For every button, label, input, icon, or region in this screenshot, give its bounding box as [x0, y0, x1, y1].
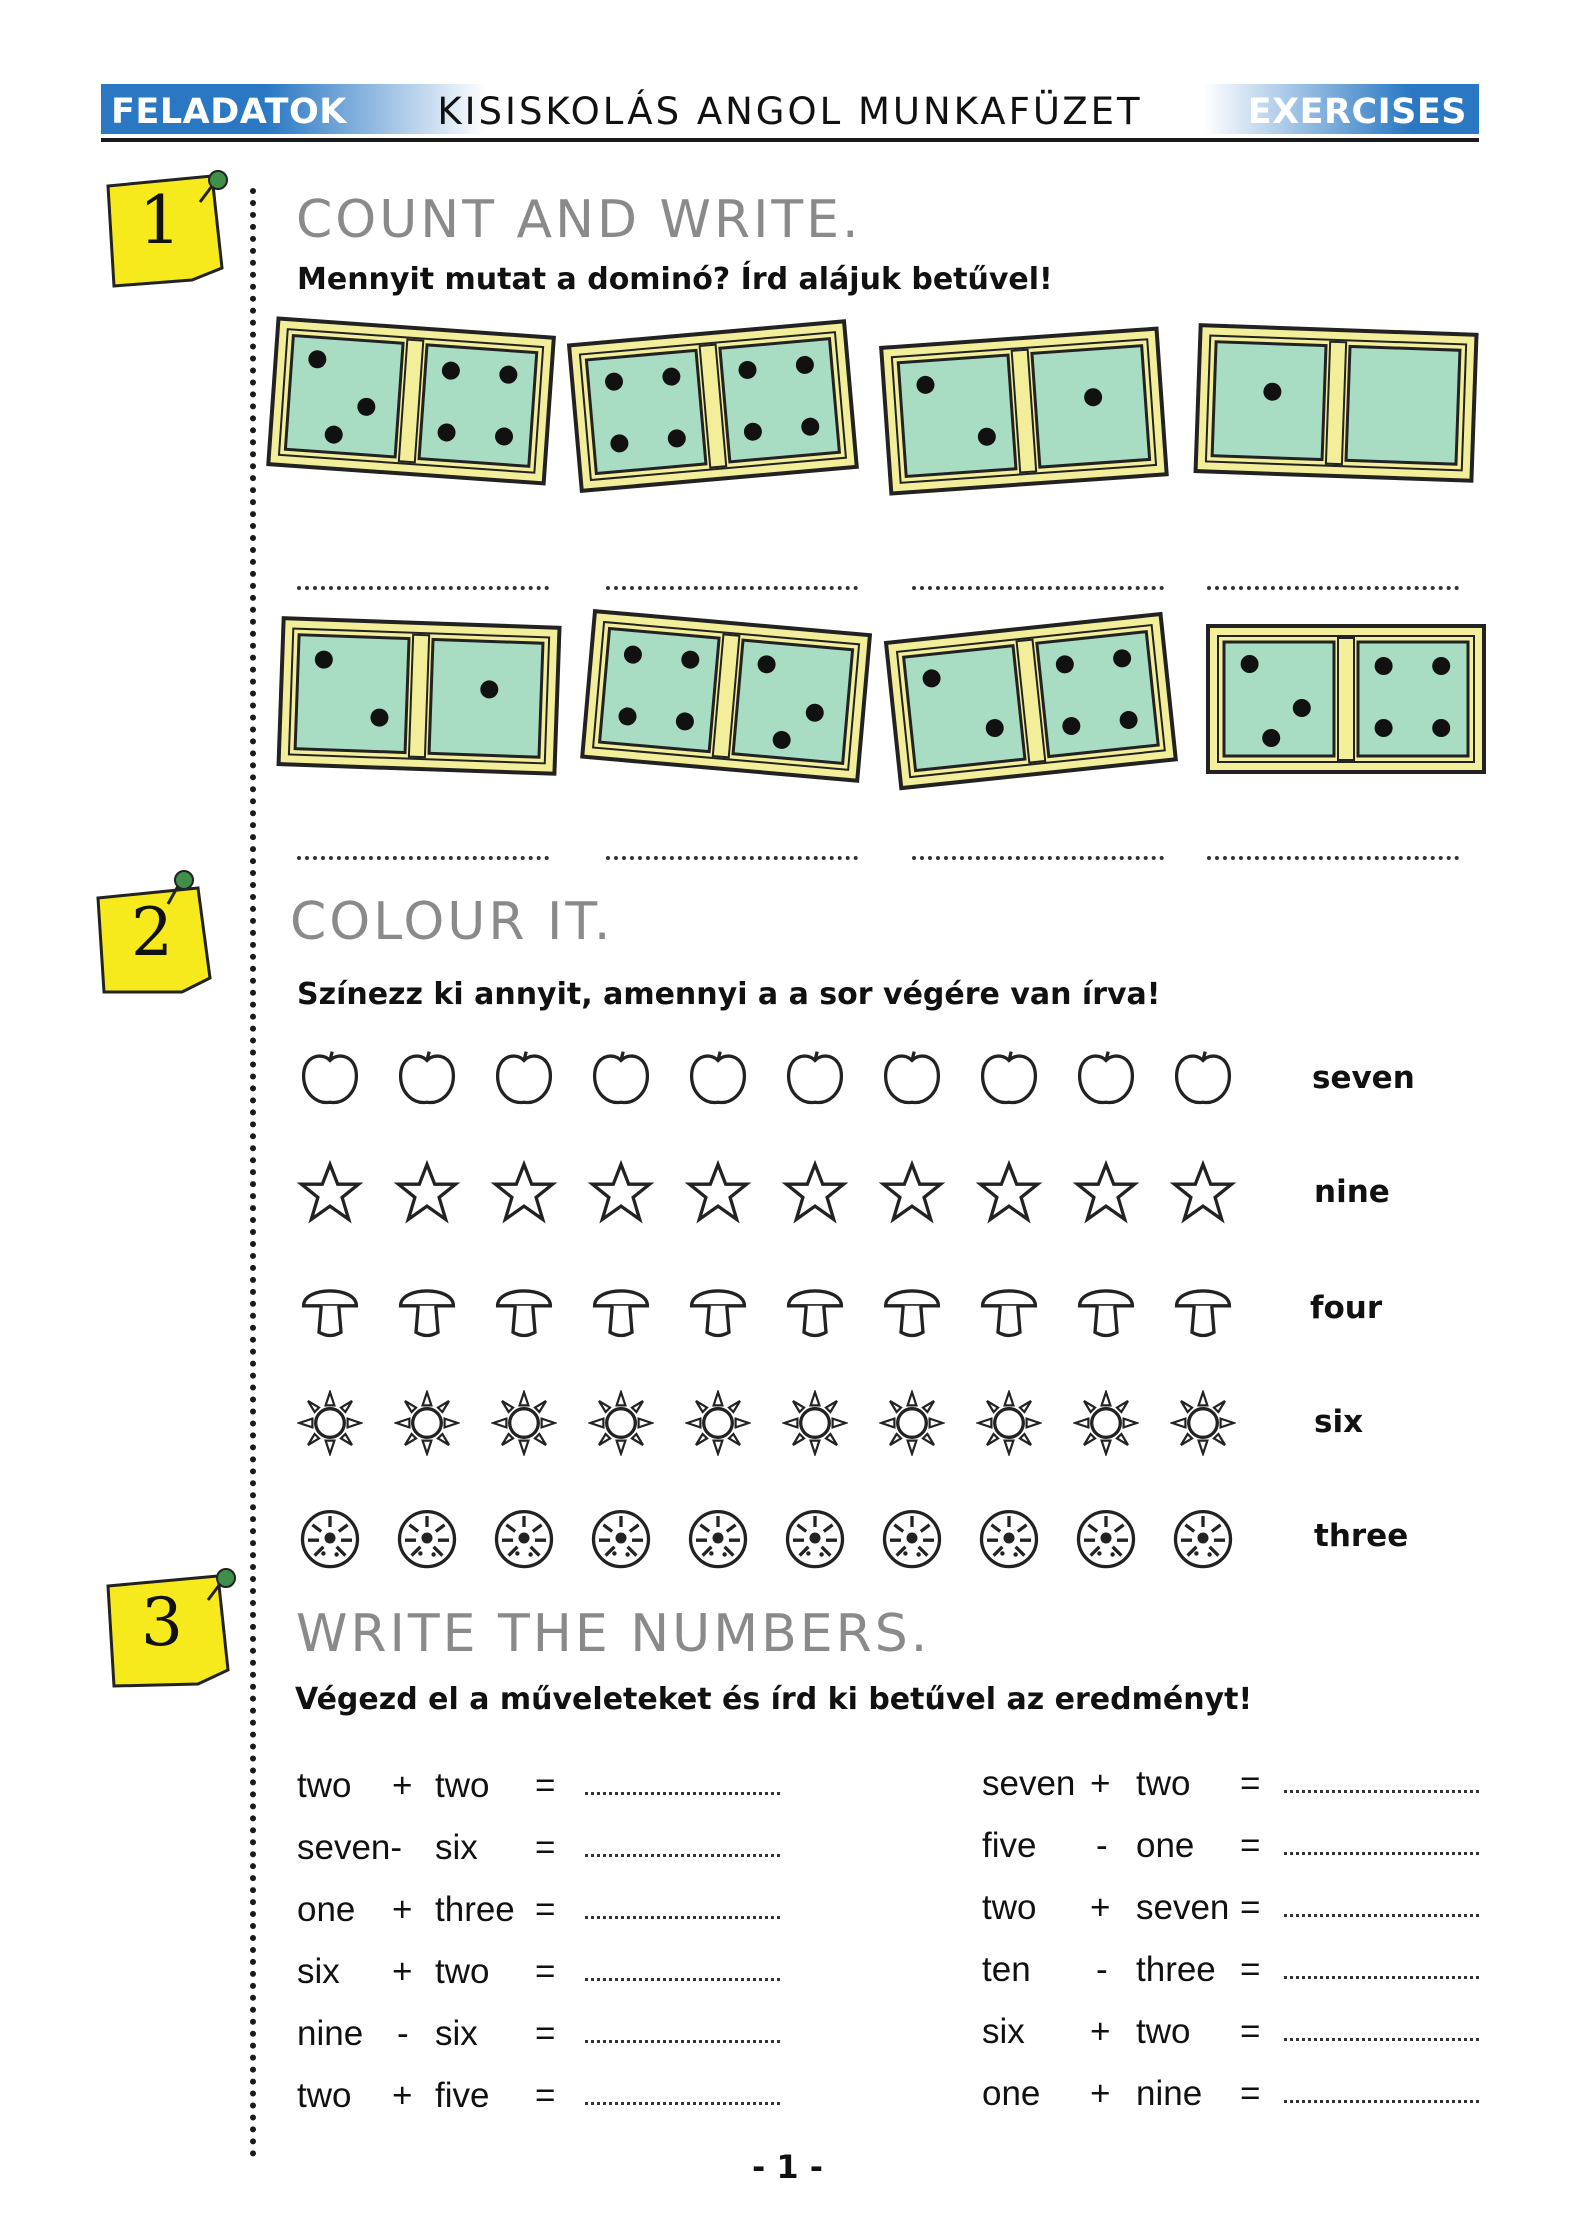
star-icon[interactable] [588, 1160, 654, 1226]
answer-blank[interactable] [1284, 1976, 1479, 1979]
mushroom-icon[interactable] [491, 1275, 557, 1341]
operand-b: two [1136, 2012, 1191, 2051]
domino-1 [262, 312, 562, 492]
domino-dot [1241, 655, 1259, 673]
sun-icon[interactable] [1073, 1390, 1139, 1456]
star-icon[interactable] [1073, 1160, 1139, 1226]
section-number: 2 [131, 894, 173, 971]
domino-dot [1432, 657, 1450, 675]
answer-blank[interactable] [1284, 1790, 1479, 1793]
apple-icon[interactable] [685, 1045, 751, 1111]
star-icon[interactable] [394, 1160, 460, 1226]
operand-a: ten [982, 1950, 1031, 1989]
ladybug-icon[interactable] [685, 1505, 751, 1571]
operand-b: two [435, 1952, 490, 1991]
operator: - [1096, 1950, 1108, 1989]
operator: + [1090, 2074, 1111, 2113]
answer-line[interactable] [606, 856, 858, 860]
operator: + [392, 2076, 413, 2115]
sticky-note-2 [92, 868, 212, 983]
operand-b: two [1136, 1764, 1191, 1803]
operand-a: seven- [297, 1828, 403, 1867]
mushroom-icon[interactable] [297, 1275, 363, 1341]
sun-icon[interactable] [394, 1390, 460, 1456]
domino-4 [1189, 319, 1484, 489]
domino-dot [1375, 719, 1393, 737]
domino-dot [1375, 657, 1393, 675]
sun-icon[interactable] [297, 1390, 363, 1456]
row-word-six: six [1314, 1404, 1364, 1440]
row-word-four: four [1310, 1290, 1383, 1326]
operator: + [392, 1890, 413, 1929]
header-right-label: EXERCISES [1247, 92, 1467, 132]
ladybug-icon[interactable] [879, 1505, 945, 1571]
operand-a: one [297, 1890, 356, 1929]
answer-blank[interactable] [1284, 2038, 1479, 2041]
domino-2 [563, 315, 866, 500]
section-number: 1 [139, 182, 181, 259]
answer-line[interactable] [297, 586, 549, 590]
section-1-subtitle: Mennyit mutat a dominó? Írd alájuk betűvel! [297, 262, 1053, 297]
equals-sign: = [535, 2076, 556, 2115]
row-word-seven: seven [1312, 1060, 1415, 1096]
operand-a: two [982, 1888, 1037, 1927]
answer-line[interactable] [297, 856, 549, 860]
answer-blank[interactable] [585, 1978, 780, 1981]
operand-b: three [435, 1890, 515, 1929]
star-icon[interactable] [976, 1160, 1042, 1226]
ladybug-icon[interactable] [1170, 1505, 1236, 1571]
domino-dot [1262, 729, 1280, 747]
operand-a: two [297, 2076, 352, 2115]
mushroom-icon[interactable] [1170, 1275, 1236, 1341]
answer-blank[interactable] [1284, 2100, 1479, 2103]
domino-dot [1432, 719, 1450, 737]
equals-sign: = [1240, 1826, 1261, 1865]
page-header [101, 84, 1479, 134]
operator: - [397, 2014, 409, 2053]
operand-b: six [435, 2014, 478, 2053]
equals-sign: = [535, 1828, 556, 1867]
operand-b: six [435, 1828, 478, 1867]
apple-icon[interactable] [588, 1045, 654, 1111]
operator: + [1090, 2012, 1111, 2051]
section-2-title: COLOUR IT. [290, 892, 614, 952]
answer-blank[interactable] [585, 2102, 780, 2105]
ladybug-icon[interactable] [782, 1505, 848, 1571]
operand-b: three [1136, 1950, 1216, 1989]
mushroom-icon[interactable] [1073, 1275, 1139, 1341]
mushroom-icon[interactable] [782, 1275, 848, 1341]
mushroom-icon[interactable] [588, 1275, 654, 1341]
domino-3 [875, 322, 1175, 502]
apple-icon[interactable] [976, 1045, 1042, 1111]
mushroom-icon[interactable] [394, 1275, 460, 1341]
section-2-subtitle: Színezz ki annyit, amennyi a a sor végére van írva! [297, 977, 1161, 1012]
star-icon[interactable] [491, 1160, 557, 1226]
operand-a: six [982, 2012, 1025, 2051]
answer-blank[interactable] [585, 1854, 780, 1857]
apple-icon[interactable] [1073, 1045, 1139, 1111]
operator: + [392, 1766, 413, 1805]
star-icon[interactable] [1170, 1160, 1236, 1226]
equals-sign: = [1240, 1764, 1261, 1803]
answer-blank[interactable] [585, 1916, 780, 1919]
apple-icon[interactable] [394, 1045, 460, 1111]
equals-sign: = [1240, 2074, 1261, 2113]
operator: + [392, 1952, 413, 1991]
row-word-three: three [1314, 1518, 1409, 1554]
operand-a: two [297, 1766, 352, 1805]
domino-6 [576, 605, 879, 790]
sticky-note-3 [102, 1564, 222, 1679]
equals-sign: = [535, 1890, 556, 1929]
operand-a: one [982, 2074, 1041, 2113]
page-number: - 1 - [751, 2148, 824, 2186]
ladybug-icon[interactable] [297, 1505, 363, 1571]
section-3-title: WRITE THE NUMBERS. [296, 1604, 931, 1664]
star-icon[interactable] [685, 1160, 751, 1226]
ladybug-icon[interactable] [1073, 1505, 1139, 1571]
header-rule [101, 138, 1479, 142]
answer-line[interactable] [606, 586, 858, 590]
operand-a: seven [982, 1764, 1076, 1803]
sun-icon[interactable] [782, 1390, 848, 1456]
apple-icon[interactable] [879, 1045, 945, 1111]
answer-blank[interactable] [1284, 1914, 1479, 1917]
equals-sign: = [1240, 1888, 1261, 1927]
sun-icon[interactable] [685, 1390, 751, 1456]
operator: - [1096, 1826, 1108, 1865]
sticky-note-1 [100, 168, 220, 283]
sun-icon[interactable] [976, 1390, 1042, 1456]
operand-b: nine [1136, 2074, 1203, 2113]
domino-5 [272, 612, 567, 782]
answer-blank[interactable] [585, 1792, 780, 1795]
dotted-margin-line [250, 188, 256, 2158]
mushroom-icon[interactable] [879, 1275, 945, 1341]
header-title: KISISKOLÁS ANGOL MUNKAFÜZET [437, 90, 1143, 133]
ladybug-icon[interactable] [491, 1505, 557, 1571]
answer-line[interactable] [1207, 586, 1459, 590]
ladybug-icon[interactable] [394, 1505, 460, 1571]
row-word-nine: nine [1314, 1174, 1390, 1210]
apple-icon[interactable] [1170, 1045, 1236, 1111]
answer-line[interactable] [912, 856, 1164, 860]
operand-a: nine [297, 2014, 364, 2053]
operand-b: five [435, 2076, 490, 2115]
equals-sign: = [535, 2014, 556, 2053]
operand-a: five [982, 1826, 1037, 1865]
ladybug-icon[interactable] [976, 1505, 1042, 1571]
sun-icon[interactable] [588, 1390, 654, 1456]
star-icon[interactable] [879, 1160, 945, 1226]
equals-sign: = [535, 1766, 556, 1805]
apple-icon[interactable] [782, 1045, 848, 1111]
section-3-subtitle: Végezd el a műveleteket és írd ki betűvel az eredményt! [295, 1682, 1253, 1717]
operand-b: seven [1136, 1888, 1230, 1927]
star-icon[interactable] [782, 1160, 848, 1226]
mushroom-icon[interactable] [685, 1275, 751, 1341]
equals-sign: = [535, 1952, 556, 1991]
operand-a: six [297, 1952, 340, 1991]
sun-icon[interactable] [491, 1390, 557, 1456]
answer-line[interactable] [912, 586, 1164, 590]
answer-line[interactable] [1207, 856, 1459, 860]
domino-8 [1202, 620, 1492, 780]
operator: + [1090, 1764, 1111, 1803]
section-1-title: COUNT AND WRITE. [296, 190, 862, 250]
answer-blank[interactable] [1284, 1852, 1479, 1855]
answer-blank[interactable] [585, 2040, 780, 2043]
ladybug-icon[interactable] [588, 1505, 654, 1571]
operand-b: two [435, 1766, 490, 1805]
section-number: 3 [141, 1584, 183, 1661]
sun-icon[interactable] [1170, 1390, 1236, 1456]
operator: + [1090, 1888, 1111, 1927]
domino-dot [1293, 699, 1311, 717]
mushroom-icon[interactable] [976, 1275, 1042, 1341]
apple-icon[interactable] [491, 1045, 557, 1111]
star-icon[interactable] [297, 1160, 363, 1226]
sun-icon[interactable] [879, 1390, 945, 1456]
header-left-label: FELADATOK [111, 92, 347, 132]
equals-sign: = [1240, 2012, 1261, 2051]
equals-sign: = [1240, 1950, 1261, 1989]
apple-icon[interactable] [297, 1045, 363, 1111]
domino-7 [879, 607, 1184, 796]
operand-b: one [1136, 1826, 1195, 1865]
